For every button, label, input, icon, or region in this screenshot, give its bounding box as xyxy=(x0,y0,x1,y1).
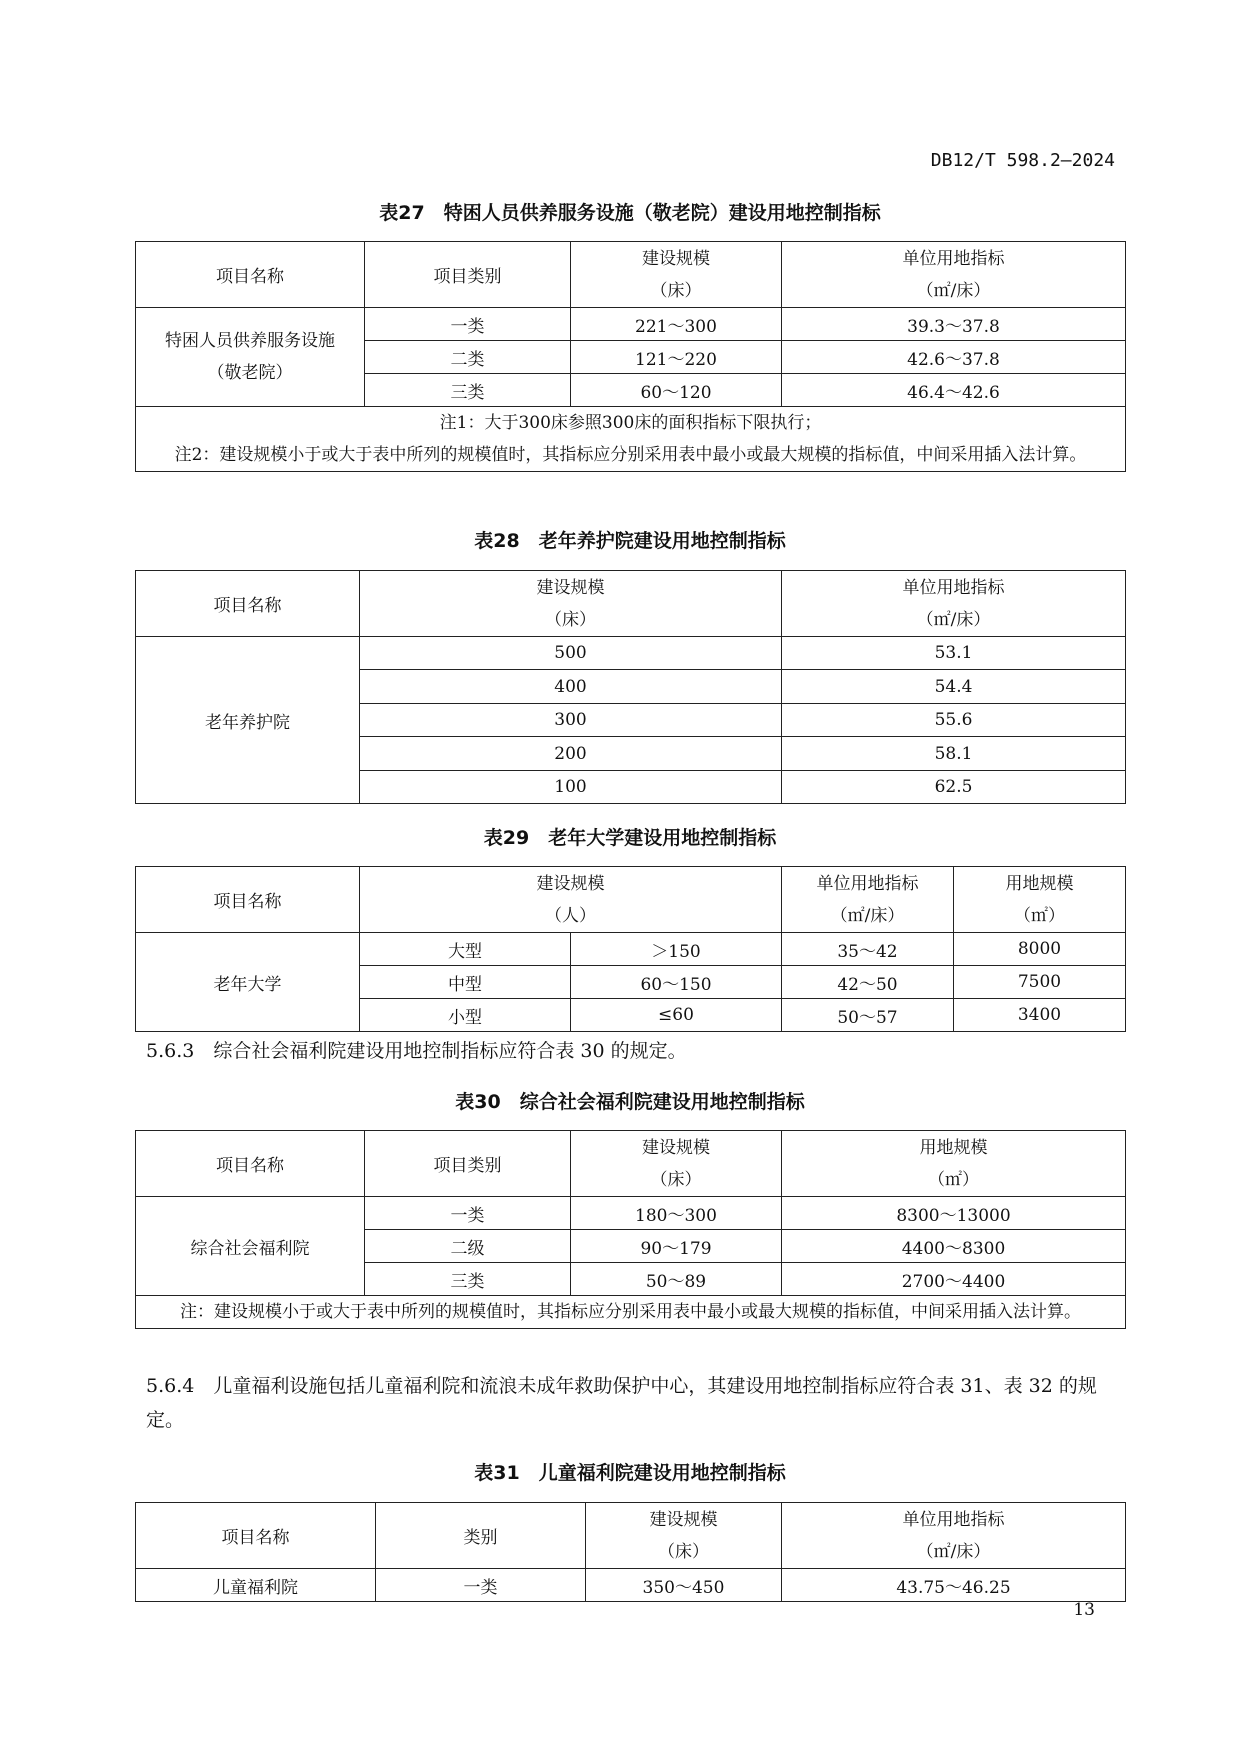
cell-scale: 60～120 xyxy=(571,374,782,407)
cell-type: 小型 xyxy=(360,999,571,1032)
cell-scale: 400 xyxy=(360,670,782,704)
paragraph-5-6-4: 5.6.4 儿童福利设施包括儿童福利院和流浪未成年救助保护中心，其建设用地控制指标应符合表 31、表 32 的规定。 xyxy=(146,1375,1097,1431)
cell-index: 46.4～42.6 xyxy=(782,374,1126,407)
cell-area: 7500 xyxy=(954,966,1126,999)
table-30 xyxy=(135,1130,1126,1329)
cell-scale: 50～89 xyxy=(571,1263,782,1296)
table-29-caption: 表29 老年大学建设用地控制指标 xyxy=(483,827,777,849)
cell-scale: 180～300 xyxy=(571,1197,782,1230)
header-scale: 建设规模 （床） xyxy=(360,571,782,637)
header-index: 单位用地指标 （㎡/床） xyxy=(782,242,1126,308)
cell-index: 55.6 xyxy=(782,704,1126,737)
note-2: 注2：建设规模小于或大于表中所列的规模值时，其指标应分别采用表中最小或最大规模的指标值，中间采用插入法计算。 xyxy=(174,445,1087,465)
note-1: 注1：大于300床参照300床的面积指标下限执行； xyxy=(439,413,822,433)
cell-index: 42～50 xyxy=(782,966,954,999)
cell-area: 8300～13000 xyxy=(782,1197,1126,1230)
cell-scale: 350～450 xyxy=(586,1569,782,1602)
header-index: 单位用地指标 （㎡/床） xyxy=(782,1503,1126,1569)
facility-name-cell: 老年大学 xyxy=(136,933,360,1032)
header-name: 项目名称 xyxy=(136,1131,365,1197)
cell-area: 3400 xyxy=(954,999,1126,1032)
cell-index: 42.6～37.8 xyxy=(782,341,1126,374)
cell-scale: 200 xyxy=(360,737,782,771)
table-29 xyxy=(135,866,1126,1032)
table-notes xyxy=(136,1296,1126,1329)
cell-name: 儿童福利院 xyxy=(136,1569,376,1602)
header-index: 单位用地指标 （㎡/床） xyxy=(782,867,954,933)
header-scale: 建设规模 （床） xyxy=(571,1131,782,1197)
header-index: 单位用地指标 （㎡/床） xyxy=(782,571,1126,637)
header-category: 类别 xyxy=(376,1503,586,1569)
table-header-row xyxy=(136,571,1126,637)
header-name: 项目名称 xyxy=(136,242,365,308)
table-header-row xyxy=(136,1131,1126,1197)
table-28 xyxy=(135,570,1126,804)
note: 注：建设规模小于或大于表中所列的规模值时，其指标应分别采用表中最小或最大规模的指标值，中间采用插入法计算。 xyxy=(180,1302,1081,1322)
table-row xyxy=(136,1197,1126,1230)
cell-scale: 121～220 xyxy=(571,341,782,374)
paragraph-5-6-3: 5.6.3 综合社会福利院建设用地控制指标应符合表 30 的规定。 xyxy=(146,1040,687,1062)
header-name: 项目名称 xyxy=(136,867,360,933)
table-30-caption: 表30 综合社会福利院建设用地控制指标 xyxy=(455,1091,805,1113)
document-code: DB12/T 598.2—2024 xyxy=(930,150,1115,171)
header-category: 项目类别 xyxy=(365,242,571,308)
cell-area: 4400～8300 xyxy=(782,1230,1126,1263)
table-row xyxy=(136,933,1126,966)
table-31 xyxy=(135,1502,1126,1602)
cell-category: 一类 xyxy=(365,308,571,341)
cell-scale: 300 xyxy=(360,704,782,737)
cell-category: 一类 xyxy=(376,1569,586,1602)
table-header-row xyxy=(136,1503,1126,1569)
cell-category: 一类 xyxy=(365,1197,571,1230)
header-scale: 建设规模 （床） xyxy=(571,242,782,308)
cell-index: 43.75～46.25 xyxy=(782,1569,1126,1602)
table-note-row xyxy=(136,407,1126,472)
cell-scale: 90～179 xyxy=(571,1230,782,1263)
cell-scale: 60～150 xyxy=(571,966,782,999)
header-name: 项目名称 xyxy=(136,1503,376,1569)
page-number: 13 xyxy=(1073,1600,1095,1620)
table-note-row xyxy=(136,1296,1126,1329)
cell-index: 39.3～37.8 xyxy=(782,308,1126,341)
table-row xyxy=(136,1569,1126,1602)
header-scale: 建设规模 （人） xyxy=(360,867,782,933)
header-area: 用地规模 （㎡） xyxy=(782,1131,1126,1197)
cell-index: 35～42 xyxy=(782,933,954,966)
cell-type: 大型 xyxy=(360,933,571,966)
header-area: 用地规模 （㎡） xyxy=(954,867,1126,933)
cell-index: 50～57 xyxy=(782,999,954,1032)
cell-area: 2700～4400 xyxy=(782,1263,1126,1296)
cell-type: 中型 xyxy=(360,966,571,999)
table-notes xyxy=(136,407,1126,472)
facility-name-cell: 综合社会福利院 xyxy=(136,1197,365,1296)
facility-name-cell: 特困人员供养服务设施 （敬老院） xyxy=(136,308,365,407)
table-header-row xyxy=(136,867,1126,933)
cell-category: 三类 xyxy=(365,374,571,407)
cell-scale: ≤60 xyxy=(571,999,782,1032)
cell-area: 8000 xyxy=(954,933,1126,966)
cell-index: 54.4 xyxy=(782,670,1126,704)
cell-scale: ＞150 xyxy=(571,933,782,966)
cell-index: 58.1 xyxy=(782,737,1126,771)
cell-scale: 221～300 xyxy=(571,308,782,341)
cell-category: 三类 xyxy=(365,1263,571,1296)
table-row xyxy=(136,637,1126,670)
table-row xyxy=(136,308,1126,341)
facility-name-cell: 老年养护院 xyxy=(136,637,360,804)
cell-category: 二类 xyxy=(365,341,571,374)
header-scale: 建设规模 （床） xyxy=(586,1503,782,1569)
table-27-caption: 表27 特困人员供养服务设施（敬老院）建设用地控制指标 xyxy=(379,202,881,224)
cell-category: 二级 xyxy=(365,1230,571,1263)
table-28-caption: 表28 老年养护院建设用地控制指标 xyxy=(474,530,786,552)
cell-index: 62.5 xyxy=(782,771,1126,804)
header-name: 项目名称 xyxy=(136,571,360,637)
cell-index: 53.1 xyxy=(782,637,1126,670)
header-category: 项目类别 xyxy=(365,1131,571,1197)
cell-scale: 100 xyxy=(360,771,782,804)
table-header-row xyxy=(136,242,1126,308)
table-31-caption: 表31 儿童福利院建设用地控制指标 xyxy=(474,1462,786,1484)
cell-scale: 500 xyxy=(360,637,782,670)
table-27 xyxy=(135,241,1126,472)
